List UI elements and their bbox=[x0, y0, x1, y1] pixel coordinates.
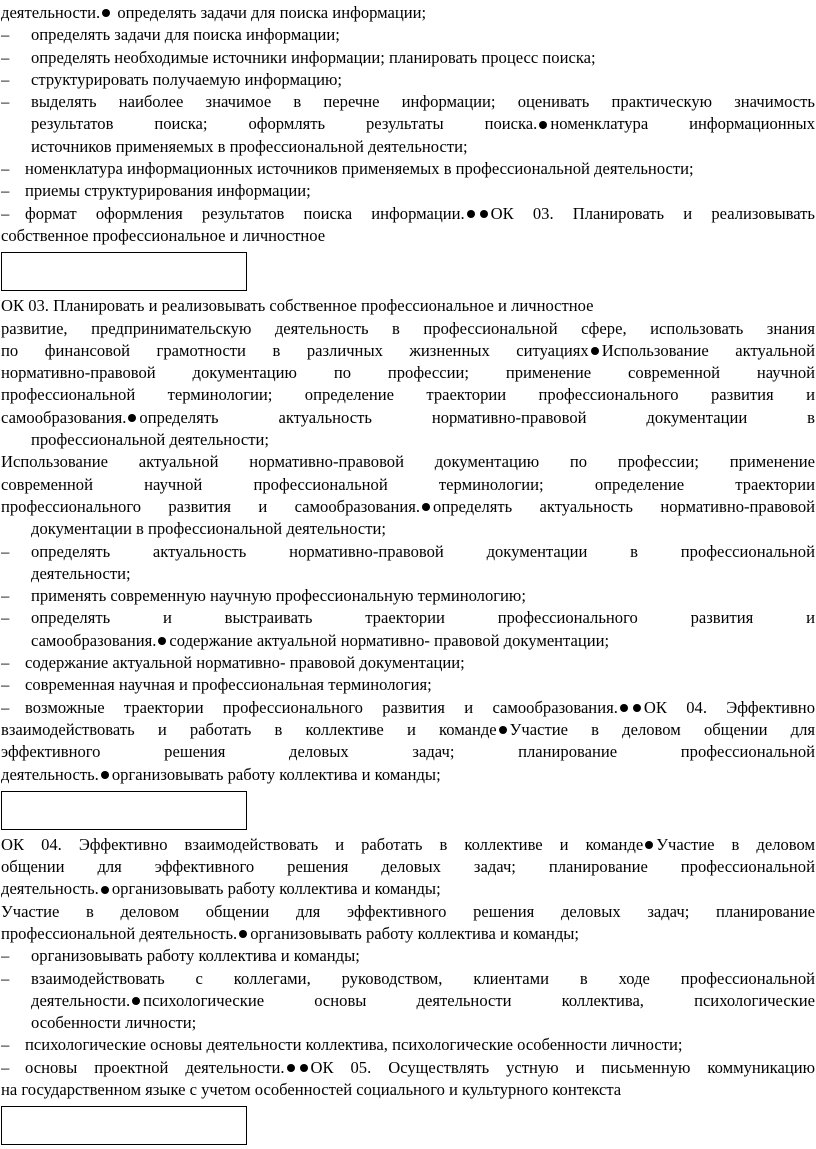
text-line: документации в профессиональной деятельности; bbox=[31, 519, 386, 539]
text-line: деятельности; bbox=[31, 563, 131, 583]
bullet-icon bbox=[620, 704, 628, 712]
document-page bbox=[1, 2, 815, 1149]
list-item: – номенклатура информационных источников применяемых в профессиональной деятельности; bbox=[1, 159, 694, 179]
text-line: эффективного решения деловых задач; планирование профессиональной bbox=[1, 742, 815, 762]
bullet-icon bbox=[287, 1064, 295, 1072]
bullet-icon bbox=[128, 414, 136, 422]
list-item: – возможные траектории профессионального развития и самообразования. ОК 04. Эффективно bbox=[1, 697, 815, 717]
text-line: деятельности. психологические основы деятельности коллектива, психологические bbox=[31, 990, 815, 1010]
text-line: деятельность. организовывать работу коллектива и команды; bbox=[1, 764, 441, 784]
bullet-icon bbox=[645, 841, 653, 849]
section-heading: ОК 03. Планировать и реализовывать собственное профессиональное и личностное bbox=[1, 296, 594, 316]
bullet-icon bbox=[300, 1064, 308, 1072]
text-line: по финансовой грамотности в различных жизненных ситуациях Использование актуальной bbox=[1, 340, 815, 360]
list-item: – формат оформления результатов поиска информации. ОК 03. Планировать и реализовывать bbox=[1, 203, 815, 223]
bullet-icon bbox=[539, 121, 547, 129]
list-item: – содержание актуальной нормативно- правовой документации; bbox=[1, 653, 465, 673]
list-item: – выделять наиболее значимое в перечне информации; оценивать практическую значимость bbox=[1, 92, 815, 112]
text-line: Использование актуальной нормативно-правовой документацию по профессии; применение bbox=[1, 452, 815, 472]
bullet-icon bbox=[239, 930, 247, 938]
list-item: – определять актуальность нормативно-правовой документации в профессиональной bbox=[1, 541, 815, 561]
bullet-icon bbox=[499, 726, 507, 734]
text-line: самообразования. содержание актуальной нормативно- правовой документации; bbox=[31, 630, 610, 650]
bullet-icon bbox=[422, 503, 430, 511]
text-line: особенности личности; bbox=[31, 1013, 197, 1033]
list-item: – определять задачи для поиска информации; bbox=[1, 25, 340, 45]
text-line: взаимодействовать и работать в коллективе и команде Участие в деловом общении для bbox=[1, 719, 815, 739]
text-line: на государственном языке с учетом особенностей социального и культурного контекста bbox=[1, 1080, 622, 1100]
text-line: самообразования. определять актуальность нормативно-правовой документации в bbox=[1, 407, 815, 427]
bullet-icon bbox=[158, 637, 166, 645]
empty-cell-box bbox=[1, 252, 247, 291]
text-line: нормативно-правовой документацию по профессии; применение современной научной bbox=[1, 363, 815, 383]
list-item: – психологические основы деятельности коллектива, психологические особенности личности; bbox=[1, 1035, 683, 1055]
text-line: общении для эффективного решения деловых задач; планирование профессиональной bbox=[1, 857, 815, 877]
text-line: развитие, предпринимательскую деятельность в профессиональной сфере, использовать знания bbox=[1, 318, 815, 338]
list-item: – структурировать получаемую информацию; bbox=[1, 69, 342, 89]
bullet-icon bbox=[132, 997, 140, 1005]
empty-cell-box bbox=[1, 1106, 247, 1145]
text-line: современной научной профессиональной терминологии; определение траектории bbox=[1, 474, 815, 494]
list-item: – применять современную научную профессиональную терминологию; bbox=[1, 586, 526, 606]
list-item: – организовывать работу коллектива и команды; bbox=[1, 946, 360, 966]
section-heading: ОК 04. Эффективно взаимодействовать и работать в коллективе и команде Участие в деловом bbox=[1, 834, 815, 854]
text-line: профессиональной деятельность. организовывать работу коллектива и команды; bbox=[1, 923, 580, 943]
text-line: результатов поиска; оформлять результаты поиска. номенклатура информационных bbox=[31, 114, 815, 134]
text-line: собственное профессиональное и личностное bbox=[1, 225, 326, 245]
text-line: деятельность. организовывать работу коллектива и команды; bbox=[1, 879, 441, 899]
bullet-icon bbox=[101, 771, 109, 779]
list-item: – основы проектной деятельности. ОК 05. Осуществлять устную и письменную коммуникацию bbox=[1, 1057, 815, 1077]
list-item: – взаимодействовать с коллегами, руководством, клиентами в ходе профессиональной bbox=[1, 968, 815, 988]
text-line: профессионального развития и самообразования. определять актуальность нормативно-правовой bbox=[1, 496, 815, 516]
bullet-icon bbox=[467, 210, 475, 218]
empty-cell-box bbox=[1, 791, 247, 830]
text-line: Участие в деловом общении для эффективного решения деловых задач; планирование bbox=[1, 901, 815, 921]
bullet-icon bbox=[101, 886, 109, 894]
text-line: источников применяемых в профессиональной деятельности; bbox=[31, 136, 468, 156]
list-item: – определять необходимые источники информации; планировать процесс поиска; bbox=[1, 47, 596, 67]
list-item: – приемы структурирования информации; bbox=[1, 181, 311, 201]
bullet-icon bbox=[480, 210, 488, 218]
bullet-icon bbox=[102, 9, 110, 17]
list-item: – определять и выстраивать траектории профессионального развития и bbox=[1, 608, 815, 628]
bullet-icon bbox=[591, 347, 599, 355]
list-item: – современная научная и профессиональная терминология; bbox=[1, 675, 432, 695]
text-line: деятельности. определять задачи для поиска информации; bbox=[1, 3, 427, 22]
bullet-icon bbox=[633, 704, 641, 712]
text-line: профессиональной терминологии; определение траектории профессионального развития и bbox=[1, 385, 815, 405]
text-line: профессиональной деятельности; bbox=[31, 430, 269, 450]
